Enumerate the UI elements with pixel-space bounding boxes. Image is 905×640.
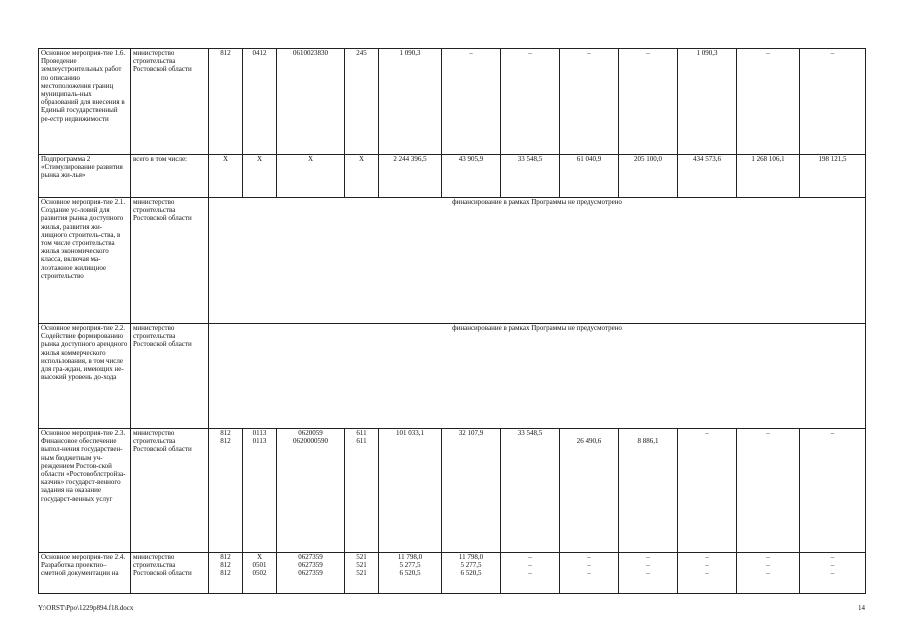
year-cell: 33 548,5 <box>501 155 560 198</box>
year-value: – <box>646 561 650 570</box>
year-value: 8 886,1 <box>637 437 659 446</box>
rzpr-cell: X <box>243 155 277 198</box>
event-cell: Основное мероприя-тие 2.2. Содействие формированию рынка доступного арендного жилья коммерческого использования, в том числе для гра-ждан, имеющих не-высокий уровень до-хода <box>39 324 131 429</box>
executor-cell: министерство строительства Ростовской области <box>131 198 209 324</box>
year-value: – <box>830 561 835 570</box>
vr-value: 521 <box>356 553 367 561</box>
event-cell: Основное мероприя-тие 2.3. Финансовое обеспечение выпол-нения государствен-ным бюджетным уч-реждением Ростов-ской области «Ростовоблстройза-казчик» государст-венного задания на оказание государст-венных услуг <box>39 429 131 553</box>
grbs-cell <box>209 429 243 553</box>
table-row <box>39 429 866 553</box>
event-cell: Подпрограмма 2 «Стимулирование развития рынка жи-лья» <box>39 155 131 198</box>
year-cell: – <box>442 49 501 155</box>
vr-value: 611 <box>356 437 367 446</box>
year-value: – <box>705 561 709 570</box>
year-value: – <box>587 553 591 561</box>
year-cell <box>619 429 678 553</box>
vr-cell <box>345 429 379 553</box>
year-cell: – <box>501 49 560 155</box>
year-value: – <box>766 553 770 561</box>
table-row <box>39 553 866 594</box>
year-value: 6 520,5 <box>460 569 482 578</box>
csr-cell: 0610023830 <box>277 49 345 155</box>
executor-cell: министерство строительства Ростовской области <box>131 324 209 429</box>
grbs-value: 812 <box>220 569 231 578</box>
year-value <box>621 429 675 437</box>
no-financing-note: финансирование в рамках Программы не предусмотрено <box>209 198 866 324</box>
year-value <box>562 429 616 437</box>
rzpr-cell <box>243 429 277 553</box>
csr-value: 0627359 <box>298 561 323 570</box>
table-row <box>39 49 866 155</box>
year-value: – <box>830 569 835 578</box>
grbs-cell: X <box>209 155 243 198</box>
year-cell <box>619 553 678 594</box>
rzpr-value: 0501 <box>252 561 267 570</box>
year-cell: 205 100,0 <box>619 155 678 198</box>
vr-cell <box>345 553 379 594</box>
csr-value: 0627359 <box>298 569 323 578</box>
vr-value: 521 <box>356 569 367 578</box>
rzpr-value: 0113 <box>252 429 267 437</box>
grbs-cell: 812 <box>209 49 243 155</box>
event-cell: Основное мероприя-тие 1.6. Проведение землеустроительных работ по описанию местоположения границ муниципаль-ных образований для внесения в Единый государственный ре-естр недвижимости <box>39 49 131 155</box>
grbs-value: 812 <box>220 429 231 437</box>
grbs-cell <box>209 553 243 594</box>
year-value: – <box>705 429 709 437</box>
year-value: – <box>528 561 532 570</box>
year-cell: 1 268 106,1 <box>737 155 800 198</box>
executor-cell: министерство строительства Ростовской области <box>131 553 209 594</box>
year-cell <box>560 553 619 594</box>
csr-cell <box>277 553 345 594</box>
grbs-value: 812 <box>220 553 231 561</box>
total-cell: 1 090,3 <box>379 49 442 155</box>
vr-value: 521 <box>356 561 367 570</box>
year-value: 32 107,9 <box>458 429 484 437</box>
csr-cell: X <box>277 155 345 198</box>
year-value: 11 798,0 <box>458 553 484 561</box>
total-cell: 101 033,1 <box>379 429 442 553</box>
year-cell: 434 573,6 <box>678 155 737 198</box>
year-value: – <box>705 569 709 578</box>
year-cell: – <box>560 49 619 155</box>
year-value: – <box>766 569 770 578</box>
year-cell <box>442 429 501 553</box>
year-cell <box>737 429 800 553</box>
year-cell <box>737 553 800 594</box>
vr-value: 611 <box>356 429 367 437</box>
year-cell <box>800 553 866 594</box>
vr-cell: 245 <box>345 49 379 155</box>
grbs-value: 812 <box>220 561 231 570</box>
year-value: – <box>766 429 770 437</box>
rzpr-cell <box>243 553 277 594</box>
csr-value: 0620000590 <box>293 437 328 446</box>
year-value: 26 490,6 <box>576 437 602 446</box>
executor-cell: министерство строительства Ростовской области <box>131 429 209 553</box>
year-cell <box>678 429 737 553</box>
year-cell <box>442 553 501 594</box>
total-value: 5 277,5 <box>399 561 421 570</box>
page-number: 14 <box>858 604 865 612</box>
year-cell: – <box>619 49 678 155</box>
event-cell: Основное мероприя-тие 2.4. Разработка проектно–сметной документации на <box>39 553 131 594</box>
executor-cell: министерство строительства Ростовской области <box>131 49 209 155</box>
year-cell: 198 121,5 <box>800 155 866 198</box>
file-path: Y:\ORST\Ppo\1229p894.f18.docx <box>38 604 134 612</box>
year-value: – <box>587 561 591 570</box>
csr-value: 0627359 <box>298 553 323 561</box>
rzpr-value: 0113 <box>252 437 267 446</box>
year-cell: – <box>737 49 800 155</box>
csr-value: 0620059 <box>298 429 323 437</box>
total-cell <box>379 553 442 594</box>
budget-table <box>38 48 866 594</box>
year-value: – <box>528 569 532 578</box>
year-value: – <box>830 429 835 437</box>
year-value: 33 548,5 <box>517 429 543 437</box>
year-cell <box>501 429 560 553</box>
year-cell: – <box>800 49 866 155</box>
year-cell: 61 040,9 <box>560 155 619 198</box>
event-cell: Основное мероприя-тие 2.1. Создание ус-ловий для развития рынка доступного жилья, развития жи-лищного строитель-ства, в том числе строительства жилья экономического класса, включая ма-лоэтажное жилищное строительство <box>39 198 131 324</box>
year-cell: 43 905,9 <box>442 155 501 198</box>
year-value: – <box>766 561 770 570</box>
grbs-value: 812 <box>220 437 231 446</box>
year-cell <box>501 553 560 594</box>
year-value: – <box>528 553 532 561</box>
year-value: – <box>587 569 591 578</box>
rzpr-value: X <box>256 553 263 561</box>
table-row <box>39 155 866 198</box>
vr-cell: X <box>345 155 379 198</box>
year-value: 5 277,5 <box>460 561 482 570</box>
year-value: – <box>646 553 650 561</box>
year-cell <box>560 429 619 553</box>
year-cell <box>800 429 866 553</box>
total-value: 6 520,5 <box>399 569 421 578</box>
table-row <box>39 198 866 324</box>
no-financing-note: финансирование в рамках Программы не предусмотрено <box>209 324 866 429</box>
csr-cell <box>277 429 345 553</box>
rzpr-cell: 0412 <box>243 49 277 155</box>
table-row <box>39 324 866 429</box>
year-value: – <box>705 553 709 561</box>
year-value: – <box>646 569 650 578</box>
year-cell: 1 090,3 <box>678 49 737 155</box>
year-cell <box>678 553 737 594</box>
year-value: – <box>830 553 835 561</box>
total-value: 11 798,0 <box>397 553 423 561</box>
total-cell: 2 244 396,5 <box>379 155 442 198</box>
rzpr-value: 0502 <box>252 569 267 578</box>
executor-cell: всего в том числе: <box>131 155 209 198</box>
